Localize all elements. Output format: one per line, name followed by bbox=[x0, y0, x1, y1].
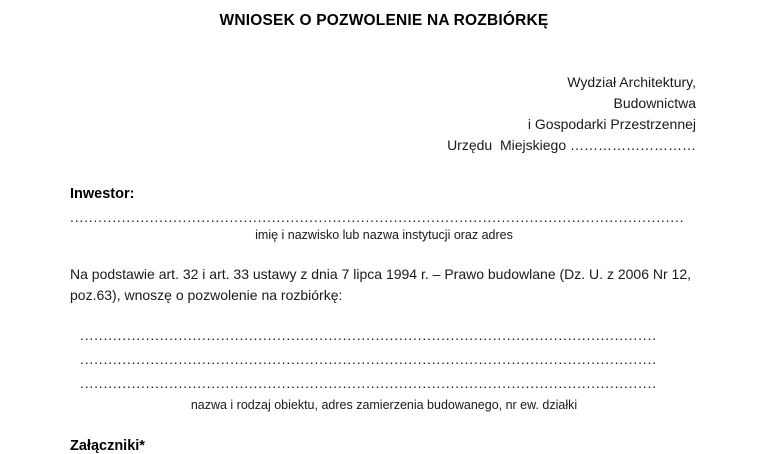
addressee-line-1: Wydział Architektury, bbox=[567, 74, 696, 90]
object-fill-line-3[interactable]: ........................................................................................................................... bbox=[80, 375, 657, 391]
object-caption: nazwa i rodzaj obiektu, adres zamierzenia budowanego, nr ew. działki bbox=[190, 398, 578, 412]
investor-label: Inwestor: bbox=[70, 186, 135, 202]
legal-basis-text: Na podstawie art. 32 i art. 33 ustawy z dnia 7 lipca 1994 r. – Prawo budowlane (Dz. U. z 2006 Nr 12, poz.63), wnoszę o pozwolenie na rozbiórkę: bbox=[70, 266, 691, 303]
investor-caption: imię i nazwisko lub nazwa instytucji oraz adres bbox=[255, 228, 513, 242]
addressee-block bbox=[70, 72, 696, 156]
page-title: WNIOSEK O POZWOLENIE NA ROZBIÓRKĘ bbox=[219, 12, 549, 29]
addressee-line-2: Budownictwa bbox=[613, 95, 696, 111]
attachments-label: Załączniki* bbox=[70, 438, 145, 454]
addressee-line-4: Urzędu Miejskiego ……………………… bbox=[447, 137, 696, 153]
object-fill-line-1[interactable]: ........................................................................................................................... bbox=[80, 327, 657, 343]
object-fill-line-2[interactable]: ........................................................................................................................... bbox=[80, 351, 657, 367]
object-fill-block bbox=[70, 326, 698, 392]
addressee-line-3: i Gospodarki Przestrzennej bbox=[527, 116, 696, 132]
investor-fill-line[interactable]: ................................................................................................................................... bbox=[70, 209, 685, 225]
